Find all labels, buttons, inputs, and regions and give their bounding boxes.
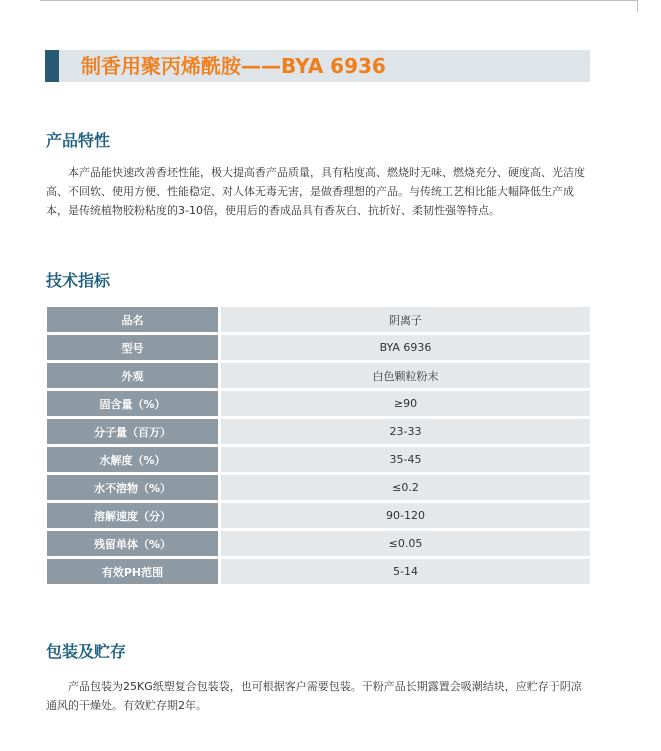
spec-row [47,475,590,500]
features-text: 本产品能快速改善香坯性能，极大提高香产品质量，具有粘度高、燃烧时无味、燃烧充分、硬度高、光洁度高、不回软、使用方便、性能稳定、对人体无毒无害，是做香理想的产品。与传统工艺相比能大幅降低生产成本，是传统植物胶粉粘度的3-10倍，使用后的香成品具有香灰白、抗折好、柔韧性强等特点。 [46,166,585,217]
spec-row [47,307,590,332]
spec-label: 溶解速度（分） [47,503,218,528]
spec-value: ≥90 [221,391,590,416]
spec-label: 有效PH范围 [47,559,218,584]
spec-label: 外观 [47,363,218,388]
spec-value: 5-14 [221,559,590,584]
packaging-heading: 包装及贮存 [46,642,127,661]
spec-label: 固含量（%） [47,391,218,416]
spec-label: 水解度（%） [47,447,218,472]
spec-row [47,503,590,528]
spec-label: 水不溶物（%） [47,475,218,500]
spec-row [47,447,590,472]
spec-row [47,335,590,360]
spec-label: 残留单体（%） [47,531,218,556]
spec-row [47,363,590,388]
packaging-paragraph [46,677,592,715]
spec-value: BYA 6936 [221,335,590,360]
spec-value: 23-33 [221,419,590,444]
title-bar [45,50,590,82]
spec-value: 白色颗粒粉末 [221,363,590,388]
spec-row [47,531,590,556]
top-rule-tick [637,0,638,12]
page-title: 制香用聚丙烯酰胺——BYA 6936 [81,54,386,78]
packaging-text: 产品包装为25KG纸塑复合包装袋，也可根据客户需要包装。干粉产品长期露置会吸潮结块，应贮存于阴凉通风的干燥处。有效贮存期2年。 [46,680,582,712]
spec-table [47,304,590,587]
spec-table-body [47,307,590,584]
spec-label: 分子量（百万） [47,419,218,444]
title-accent [45,50,59,82]
specs-heading: 技术指标 [46,271,111,290]
spec-value: ≤0.2 [221,475,590,500]
spec-row [47,419,590,444]
spec-row [47,559,590,584]
spec-row [47,391,590,416]
features-heading: 产品特性 [46,131,111,150]
spec-value: 35-45 [221,447,590,472]
spec-value: ≤0.05 [221,531,590,556]
spec-label: 品名 [47,307,218,332]
spec-value: 阴离子 [221,307,590,332]
top-rule [40,0,637,1]
features-paragraph [46,163,592,220]
spec-value: 90-120 [221,503,590,528]
spec-label: 型号 [47,335,218,360]
